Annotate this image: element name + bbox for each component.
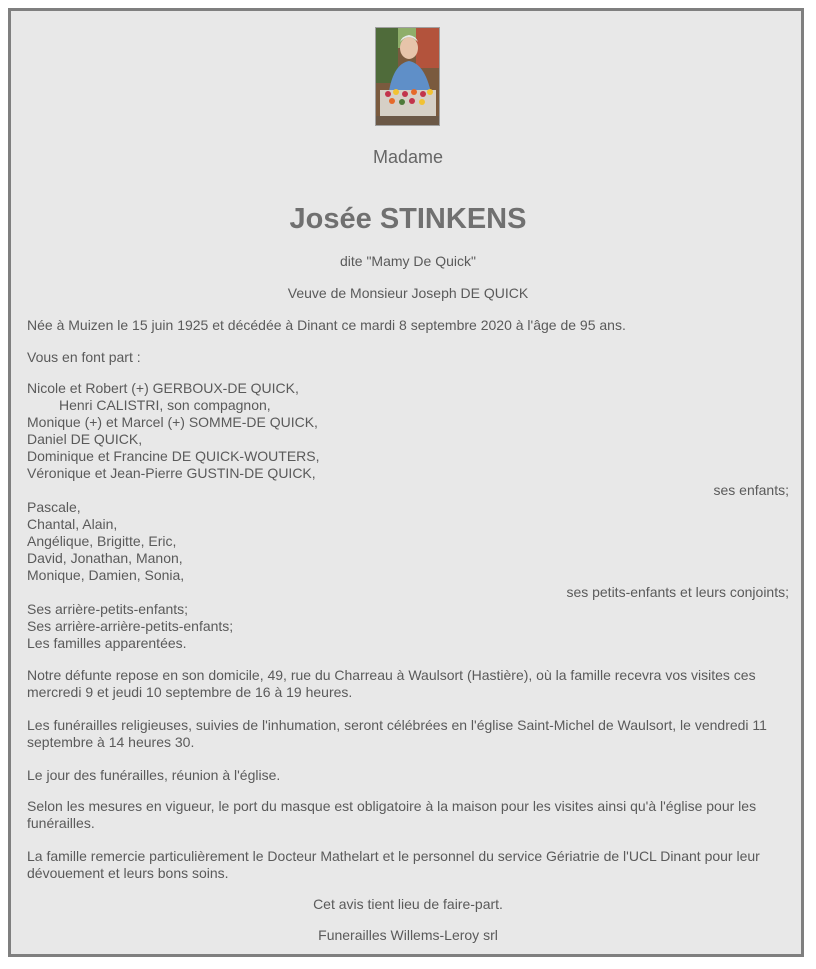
- list-item: Ses arrière-arrière-petits-enfants;: [27, 618, 234, 634]
- meeting-paragraph: Le jour des funérailles, réunion à l'église.: [27, 767, 281, 783]
- children-list: [27, 380, 789, 499]
- list-item: Véronique et Jean-Pierre GUSTIN-DE QUICK,: [27, 465, 316, 481]
- list-item: Monique (+) et Marcel (+) SOMME-DE QUICK,: [27, 414, 318, 430]
- list-item: Chantal, Alain,: [27, 516, 118, 532]
- list-item: David, Jonathan, Manon,: [27, 550, 183, 566]
- portrait-photo-image: [376, 28, 439, 125]
- list-item: Pascale,: [27, 499, 81, 515]
- list-item: Nicole et Robert (+) GERBOUX-DE QUICK,: [27, 380, 299, 396]
- mask-paragraph: Selon les mesures en vigueur, le port du masque est obligatoire à la maison pour les visites ainsi qu'à l'église pour les funérailles.: [27, 798, 757, 831]
- thanks-paragraph: La famille remercie particulièrement le Docteur Mathelart et le personnel du service Gériatrie de l'UCL Dinant pour leur dévouement et leurs bons soins.: [27, 848, 760, 881]
- list-item: Daniel DE QUICK,: [27, 431, 143, 447]
- birth-death-line: Née à Muizen le 15 juin 1925 et décédée à Dinant ce mardi 8 septembre 2020 à l'âge de 95 ans.: [27, 317, 626, 333]
- portrait-photo: [375, 27, 440, 126]
- widow-line: Veuve de Monsieur Joseph DE QUICK: [287, 285, 529, 301]
- nickname: dite "Mamy De Quick": [340, 253, 476, 269]
- honorific-title: Madame: [372, 147, 444, 167]
- list-item: Les familles apparentées.: [27, 635, 187, 651]
- funeral-paragraph: Les funérailles religieuses, suivies de l'inhumation, seront célébrées en l'église Saint-Michel de Waulsort, le vendredi 11 septembre à 14 heures 30.: [27, 717, 767, 750]
- children-label: ses enfants;: [713, 482, 789, 498]
- undertaker-line: Funerailles Willems-Leroy srl: [318, 927, 498, 943]
- intro-line: Vous en font part :: [27, 349, 141, 365]
- list-item: Henri CALISTRI, son compagnon,: [59, 397, 271, 413]
- list-item: Angélique, Brigitte, Eric,: [27, 533, 177, 549]
- closing-line: Cet avis tient lieu de faire-part.: [313, 896, 503, 912]
- grandchildren-label: ses petits-enfants et leurs conjoints;: [566, 584, 789, 600]
- list-item: Ses arrière-petits-enfants;: [27, 601, 189, 617]
- other-relatives-list: [27, 601, 789, 652]
- list-item: Monique, Damien, Sonia,: [27, 567, 185, 583]
- list-item: Dominique et Francine DE QUICK-WOUTERS,: [27, 448, 320, 464]
- rest-place-paragraph: Notre défunte repose en son domicile, 49, rue du Charreau à Waulsort (Hastière), où la famille recevra vos visites ces mercredi 9 et jeudi 10 septembre de 16 à 19 heures.: [27, 667, 756, 700]
- notice-frame: [8, 8, 804, 957]
- grandchildren-list: [27, 499, 789, 601]
- deceased-name: Josée STINKENS: [289, 203, 527, 235]
